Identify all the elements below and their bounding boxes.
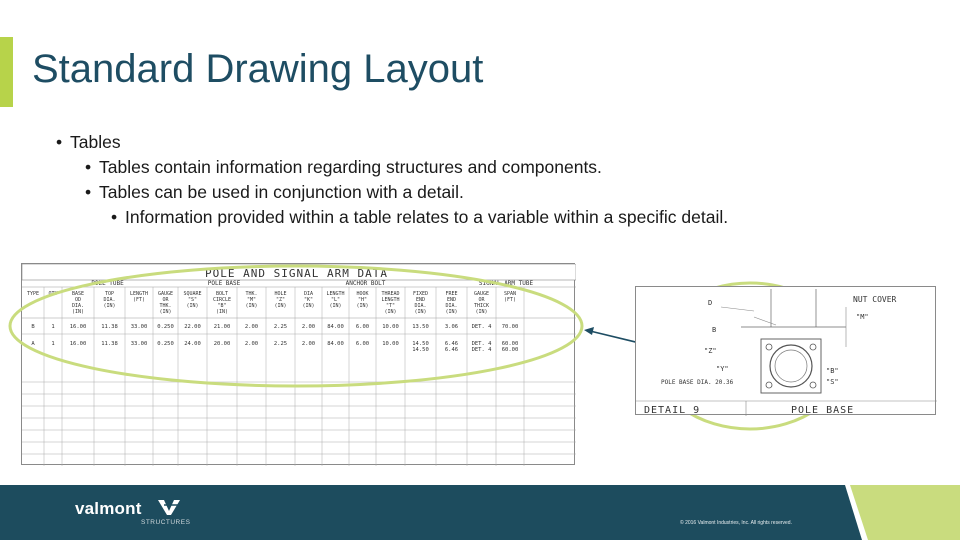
table-header-cell: END — [446, 297, 457, 303]
table-header-cell: "K" — [303, 297, 314, 303]
footer-accent-shape — [850, 485, 960, 540]
detail-label-m: "M" — [856, 313, 869, 321]
table-cell: DET. 4 — [471, 347, 492, 353]
detail-label-y: "Y" — [716, 365, 729, 373]
table-header-cell: OR — [162, 297, 169, 303]
table-header-cell: "T" — [385, 303, 396, 309]
table-header-cell: "H" — [357, 297, 368, 303]
table-header-cell: (IN) — [356, 303, 369, 309]
valmont-v-icon — [158, 498, 182, 516]
table-cell: 2.00 — [244, 324, 259, 330]
table-header-cell: (IN) — [215, 309, 229, 315]
table-header-cell: END — [415, 297, 426, 303]
table-header-cell: TYPE — [26, 291, 40, 297]
table-header-cell: LENGTH — [381, 297, 400, 303]
table-header-cell: SQUARE — [183, 291, 202, 297]
bullet-text: Tables can be used in conjunction with a detail. — [99, 182, 464, 202]
table-cell: 2.00 — [301, 324, 316, 330]
table-cell: 0.250 — [157, 341, 174, 347]
table-cell: 11.38 — [101, 324, 118, 330]
table-cell: 22.00 — [184, 324, 201, 330]
detail-label-b: "B" — [826, 367, 839, 375]
table-header-cell: "M" — [246, 297, 257, 303]
table-header-cell: LENGTH — [326, 291, 345, 297]
table-header-cell: "B" — [217, 303, 227, 309]
detail-label-nut-cover: NUT COVER — [853, 295, 897, 304]
table-header-cell: DIA. — [103, 297, 116, 303]
table-header-cell: DIA. — [71, 303, 85, 309]
table-header-cell: FIXED — [412, 291, 429, 297]
table-header-cell: (IN) — [445, 309, 458, 315]
table-cell: 2.25 — [273, 324, 288, 330]
brand-subtitle: STRUCTURES — [141, 519, 191, 526]
table-header-cell: LENGTH — [129, 291, 149, 297]
svg-text:D: D — [708, 299, 713, 307]
detail-graphic — [636, 287, 937, 416]
table-cell: 3.06 — [444, 324, 459, 330]
table-cell: 6.00 — [355, 341, 370, 347]
detail-label-base-dia: POLE BASE DIA. 20.36 — [661, 379, 734, 386]
table-header-cell: QTY — [48, 291, 58, 297]
footer-band — [0, 485, 960, 540]
table-header-cell: TOP — [104, 291, 115, 297]
table-cell: 6.46 — [444, 347, 459, 353]
table-header-cell: (FT) — [503, 297, 517, 303]
table-header-cell: OR — [478, 297, 485, 303]
detail-caption-title: POLE BASE — [791, 405, 855, 416]
bullet-text: Information provided within a table relates to a variable within a specific detail. — [125, 207, 729, 227]
table-header-cell: DIA. — [414, 303, 427, 309]
table-cell: 1 — [51, 341, 55, 347]
table-header-cell: (IN) — [329, 303, 342, 309]
table-header-cell: GAUGE — [473, 291, 490, 297]
table-header-cell: (IN) — [159, 309, 172, 315]
table-group-header: ANCHOR BOLT — [345, 280, 386, 287]
table-cell: 1 — [51, 324, 55, 330]
table-header-cell: BASE — [71, 291, 85, 297]
table-cell: B — [31, 324, 35, 330]
bullet-item: • Tables can be used in conjunction with a detail. — [85, 182, 464, 202]
pole-circle-shape — [770, 345, 812, 387]
table-header-cell: (IN) — [475, 309, 488, 315]
brand-logo-text: valmont — [75, 499, 142, 518]
table-header-cell: THREAD — [381, 291, 400, 297]
table-cell: 70.00 — [501, 324, 519, 330]
table-header-cell: FREE — [445, 291, 458, 297]
table-header-cell: HOOK — [356, 291, 369, 297]
table-header-cell: SPAN — [503, 291, 517, 297]
table-header-cell: (FT) — [132, 297, 146, 303]
table-cell: 84.00 — [327, 324, 344, 330]
table-group-header: POLE TUBE — [91, 280, 124, 287]
table-cell: 0.250 — [157, 324, 174, 330]
table-header-cell: BOLT — [215, 291, 229, 297]
table-cell: 16.00 — [69, 324, 87, 330]
table-cell: 16.00 — [69, 341, 87, 347]
svg-text:B: B — [712, 326, 717, 334]
table-cell: A — [31, 341, 35, 347]
bullet-item: • Tables — [56, 132, 121, 152]
table-header-cell: THICK — [473, 303, 490, 309]
table-cell: 60.00 — [501, 347, 519, 353]
bullet-item: • Information provided within a table relates to a variable within a specific detail. — [111, 207, 729, 227]
table-cell: 10.00 — [382, 324, 399, 330]
table-highlight-oval — [10, 266, 582, 386]
table-cell: 84.00 — [327, 341, 344, 347]
arrow-head-left — [584, 327, 594, 335]
table-header-cell: THK. — [159, 303, 172, 309]
table-cell: 13.50 — [412, 324, 429, 330]
table-cell: 33.00 — [130, 341, 148, 347]
table-header-cell: (IN) — [302, 303, 315, 309]
table-header-cell: OD — [74, 297, 82, 303]
bullet-text: Tables contain information regarding structures and components. — [99, 157, 602, 177]
table-cell: 33.00 — [130, 324, 148, 330]
pole-base-detail-drawing — [635, 286, 936, 415]
table-header-cell: (IN) — [384, 309, 397, 315]
table-header-cell: "Z" — [275, 297, 286, 303]
bullet-text: Tables — [70, 132, 121, 152]
detail-label-s: "S" — [826, 378, 839, 386]
table-cell: DET. 4 — [471, 324, 492, 330]
table-header-cell: DIA — [303, 291, 314, 297]
table-header-cell: (IN) — [245, 303, 258, 309]
table-header-cell: "S" — [187, 297, 198, 303]
table-cell: 60.00 — [501, 341, 519, 347]
table-header-cell: DIA. — [445, 303, 458, 309]
table-cell: 10.00 — [382, 341, 399, 347]
table-title: POLE AND SIGNAL ARM DATA — [205, 267, 388, 280]
table-group-header: SIGNAL ARM TUBE — [478, 280, 534, 287]
slide-title: Standard Drawing Layout — [32, 47, 484, 91]
table-header-cell: "L" — [330, 297, 341, 303]
detail-caption-number: DETAIL 9 — [644, 405, 701, 416]
table-cell: 20.00 — [213, 341, 231, 347]
table-header-cell: (IN) — [103, 303, 116, 309]
table-header-cell: CIRCLE — [212, 297, 232, 303]
table-cell: 6.00 — [355, 324, 370, 330]
table-header-cell: (IN) — [186, 303, 199, 309]
table-cell: DET. 4 — [471, 341, 492, 347]
table-cell: 21.00 — [213, 324, 231, 330]
table-cell: 6.46 — [444, 341, 459, 347]
table-cell: 2.00 — [301, 341, 316, 347]
table-header-cell: THK. — [245, 291, 258, 297]
table-header-cell: (IN) — [71, 309, 85, 315]
copyright-text: © 2016 Valmont Industries, Inc. All rights reserved. — [680, 520, 792, 526]
bullet-item: • Tables contain information regarding structures and components. — [85, 157, 602, 177]
table-cell: 14.50 — [412, 341, 429, 347]
table-cell: 2.00 — [244, 341, 259, 347]
table-cell: 11.38 — [101, 341, 118, 347]
table-cell: 14.50 — [412, 347, 429, 353]
table-header-cell: (IN) — [414, 309, 427, 315]
table-header-cell: (IN) — [274, 303, 287, 309]
table-header-cell: HOLE — [274, 291, 287, 297]
table-cell: 24.00 — [184, 341, 201, 347]
table-cell: 2.25 — [273, 341, 288, 347]
table-group-header: POLE BASE — [207, 280, 241, 287]
table-header-cell: GAUGE — [157, 291, 174, 297]
detail-label-z: "Z" — [704, 347, 717, 355]
